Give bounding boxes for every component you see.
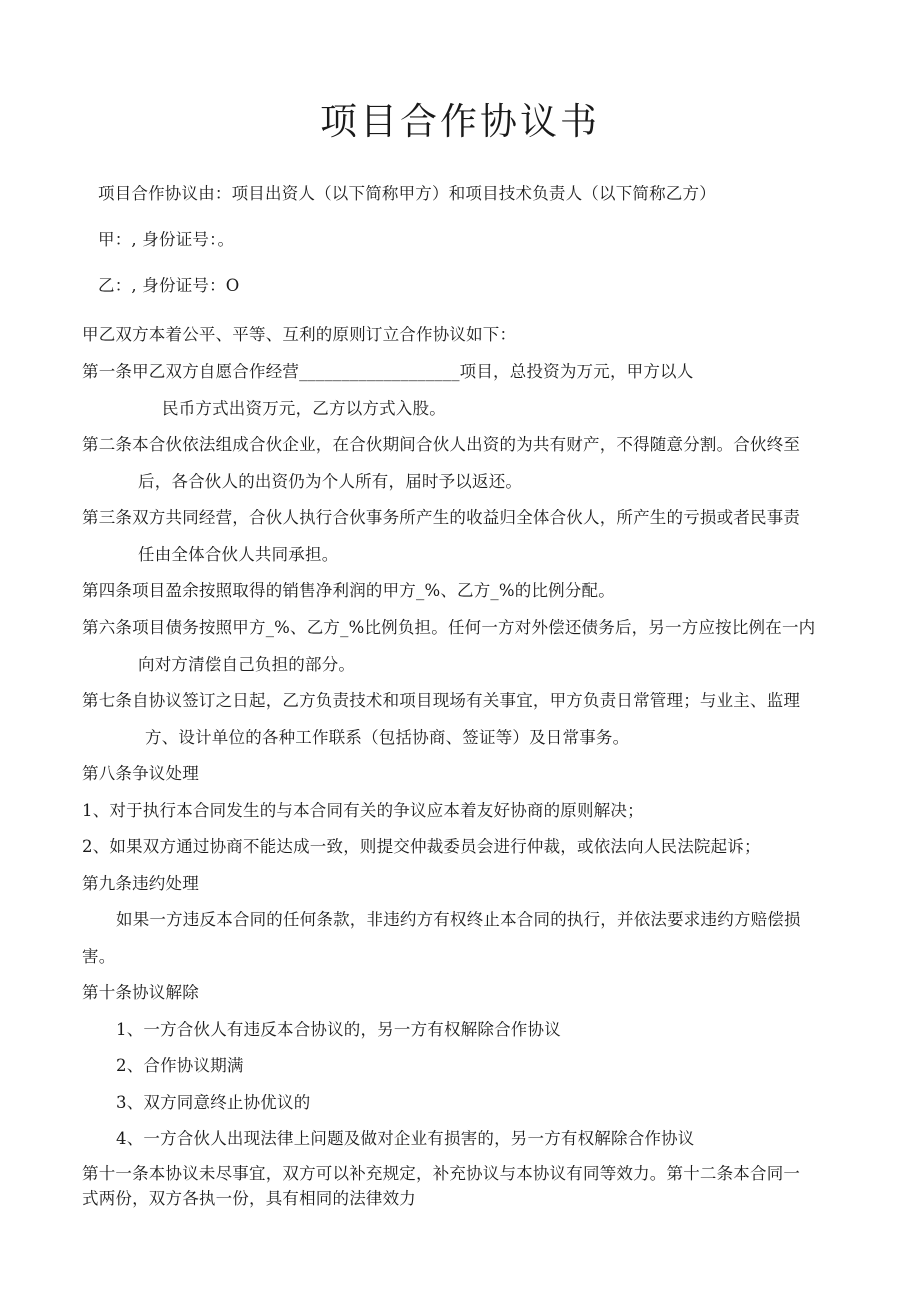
- article-10-item-4: 4、一方合伙人出现法律上问题及做对企业有损害的，另一方有权解除合作协议: [116, 1129, 695, 1148]
- article-10-item-1: 1、一方合伙人有违反本合协议的，另一方有权解除合作协议: [116, 1020, 561, 1039]
- article-6-line-1: 第六条项目债务按照甲方_%、乙方_%比例负担。任何一方对外偿还债务后，另一方应按比例在一内: [82, 618, 816, 637]
- article-10-item-2: 2、合作协议期满: [116, 1056, 244, 1075]
- article-7-line-1: 第七条自协议签订之日起，乙方负责技术和项目现场有关事宜，甲方负责日常管理；与业主、监理: [82, 691, 801, 710]
- article-11-line-1: 第十一条本协议未尽事宜，双方可以补充规定，补充协议与本协议有同等效力。第十二条本合同一: [82, 1164, 801, 1183]
- article-8-title: 第八条争议处理: [82, 764, 199, 783]
- article-3-line-2: 任由全体合伙人共同承担。: [138, 545, 339, 564]
- article-6-line-2: 向对方清偿自己负担的部分。: [138, 655, 356, 674]
- article-4-line: 第四条项目盈余按照取得的销售净利润的甲方_%、乙方_%的比例分配。: [82, 581, 615, 600]
- article-8-item-1: 1、对于执行本合同发生的与本合同有关的争议应本着友好协商的原则解决；: [82, 801, 644, 820]
- party-a-line: 甲：, 身份证号：。: [98, 230, 235, 249]
- article-11-line-2: 式两份，双方各执一份，具有相同的法律效力: [82, 1189, 416, 1208]
- document-title: 项目合作协议书: [320, 100, 600, 143]
- article-2-line-2: 后，各合伙人的出资仍为个人所有，届时予以返还。: [138, 472, 523, 491]
- article-9-line-2: 害。: [82, 947, 116, 966]
- article-9-title: 第九条违约处理: [82, 874, 199, 893]
- article-8-item-2: 2、如果双方通过协商不能达成一致，则提交仲裁委员会进行仲裁，或依法向人民法院起诉；: [82, 837, 761, 856]
- article-9-line-1: 如果一方违反本合同的任何条款，非违约方有权终止本合同的执行，并依法要求违约方赔偿损: [116, 910, 801, 929]
- intro-line: 项目合作协议由：项目出资人（以下简称甲方）和项目技术负责人（以下简称乙方）: [98, 184, 716, 203]
- party-b-line: 乙：, 身份证号：O: [98, 276, 240, 295]
- article-2-line-1: 第二条本合伙依法组成合伙企业，在合伙期间合伙人出资的为共有财产，不得随意分割。合伙终至: [82, 435, 801, 454]
- article-1-line-2: 民币方式出资万元，乙方以方式入股。: [162, 399, 446, 418]
- preamble-line: 甲乙双方本着公平、平等、互利的原则订立合作协议如下：: [82, 325, 517, 344]
- article-1-line-1: 第一条甲乙双方自愿合作经营___________________项目，总投资为万元，甲方以人: [82, 362, 694, 381]
- article-10-item-3: 3、双方同意终止协优议的: [116, 1093, 311, 1112]
- article-7-line-2: 方、设计单位的各种工作联系（包括协商、签证等）及日常事务。: [145, 728, 630, 747]
- article-10-title: 第十条协议解除: [82, 983, 199, 1002]
- article-3-line-1: 第三条双方共同经营，合伙人执行合伙事务所产生的收益归全体合伙人，所产生的亏损或者民事责: [82, 508, 801, 527]
